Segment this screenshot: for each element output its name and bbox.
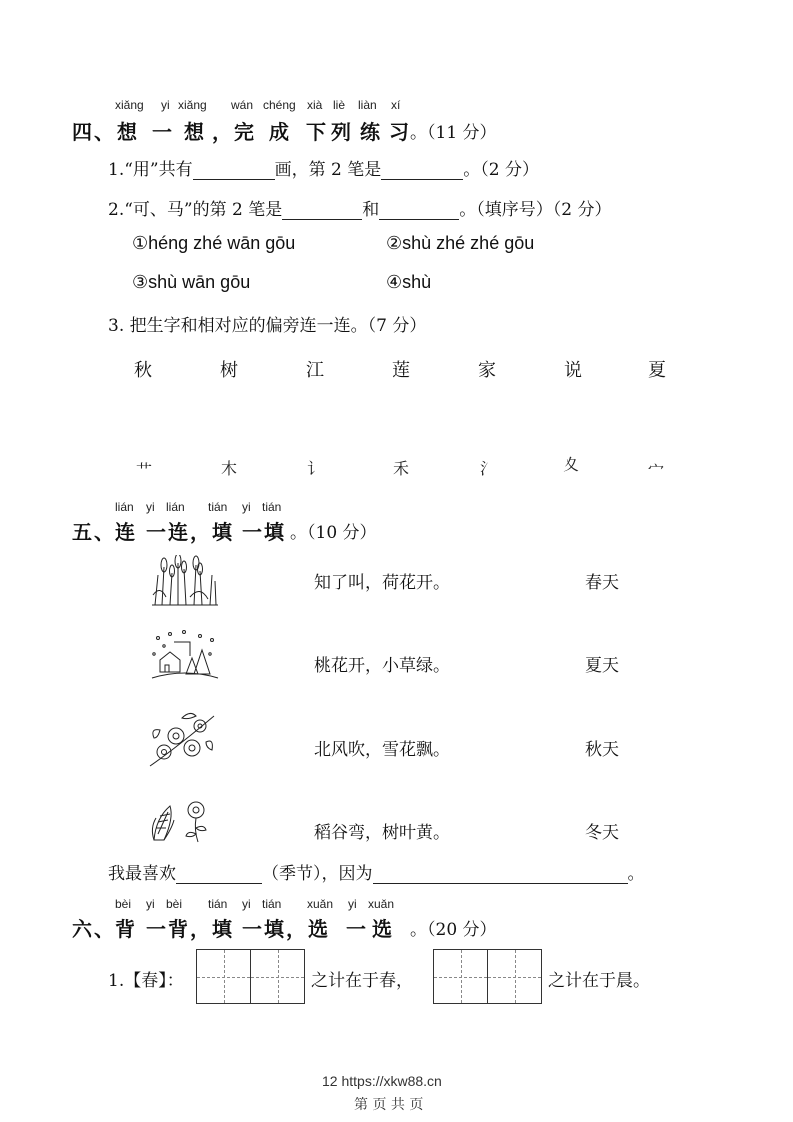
title-char: ，填 [190, 917, 234, 941]
pinyin: tián [208, 897, 228, 911]
season[interactable]: 春天 [585, 573, 619, 593]
pinyin: tián [262, 500, 282, 514]
radical[interactable]: 木 [221, 459, 238, 476]
title-char: 一 [242, 520, 264, 544]
pinyin: xiǎng [115, 98, 144, 112]
page-number: 第 页 共 页 [354, 1097, 424, 1113]
sentence[interactable]: 知了叫，荷花开。 [314, 573, 450, 593]
pinyin: yi [161, 98, 170, 112]
pinyin: xià [307, 98, 323, 112]
sentence[interactable]: 北风吹，雪花飘。 [314, 740, 450, 760]
title-char: 一 [152, 120, 174, 144]
radical[interactable]: 讠 [307, 459, 324, 476]
poem-fragment: 之计在于晨。 [548, 971, 650, 991]
watermark-url: 12 https://xkw88.cn [322, 1073, 442, 1089]
pinyin: yi [348, 897, 357, 911]
title-char: 填 [264, 520, 286, 544]
answer-blank[interactable] [176, 865, 262, 884]
question-3: 3. 把生字和相对应的偏旁连一连。（7 分） [108, 316, 427, 336]
grid-cell[interactable] [488, 950, 541, 1003]
pinyin: lián [166, 500, 185, 514]
wheat-field-icon[interactable] [150, 555, 220, 607]
radical[interactable]: 氵 [480, 459, 497, 476]
title-char: 背 [115, 917, 137, 941]
radical[interactable]: 夊 [563, 455, 580, 474]
title-char: 填 [264, 917, 286, 941]
pinyin: bèi [166, 897, 183, 911]
pinyin: yi [146, 897, 155, 911]
pinyin: tián [208, 500, 228, 514]
section-number: 六、 [72, 917, 116, 941]
section-score: 。（11 分） [410, 123, 497, 143]
title-char: ，完 [212, 120, 256, 144]
title-char: 一 [242, 917, 264, 941]
pinyin: xuǎn [368, 897, 395, 911]
character[interactable]: 夏 [648, 360, 666, 381]
title-char: 想 [184, 120, 206, 144]
title-char: 一 [346, 917, 368, 941]
answer-blank[interactable] [282, 201, 362, 220]
title-char: 成 [269, 120, 291, 144]
poem-fragment: 之计在于春， [311, 971, 413, 991]
title-char: 一 [146, 520, 168, 544]
title-char: 选 [372, 917, 394, 941]
writing-grid[interactable] [433, 949, 542, 1004]
question-label: 1.【春】： [108, 971, 184, 991]
pinyin: xí [391, 98, 401, 112]
title-char: 列 [331, 120, 353, 144]
favorite-season-sentence: 我最喜欢 （季节），因为 。 [108, 864, 645, 884]
question-2: 2.“可、马”的第 2 笔是 和 。（填序号）（2 分） [108, 200, 612, 220]
character[interactable]: 江 [306, 360, 324, 381]
sentence[interactable]: 桃花开，小草绿。 [314, 656, 450, 676]
title-char: 连 [115, 520, 137, 544]
answer-blank[interactable] [373, 865, 628, 884]
radicals-row [0, 452, 793, 476]
character[interactable]: 秋 [134, 360, 152, 381]
section-score: 。（20 分） [410, 920, 497, 940]
pinyin: wán [231, 98, 254, 112]
pinyin: tián [262, 897, 282, 911]
character[interactable]: 家 [478, 360, 496, 381]
character[interactable]: 树 [220, 360, 238, 381]
sentence[interactable]: 稻谷弯，树叶黄。 [314, 823, 450, 843]
grid-cell[interactable] [434, 950, 488, 1003]
pinyin: bèi [115, 897, 132, 911]
answer-blank[interactable] [379, 201, 459, 220]
title-char: 下 [306, 120, 328, 144]
section-number: 五、 [72, 520, 116, 544]
pinyin: liàn [358, 98, 377, 112]
season[interactable]: 夏天 [585, 656, 619, 676]
flower-branch-icon[interactable] [146, 708, 218, 770]
section-score: 。（10 分） [290, 523, 377, 543]
question-1: 1.“用”共有 画，第 2 笔是 。（2 分） [108, 160, 539, 180]
pinyin: xuǎn [307, 897, 334, 911]
section-number: 四、 [72, 120, 116, 144]
pinyin: chéng [263, 98, 296, 112]
grid-cell[interactable] [197, 950, 251, 1003]
writing-grid[interactable] [196, 949, 305, 1004]
corn-and-flower-icon[interactable] [148, 798, 210, 844]
title-char: 一 [146, 917, 168, 941]
radical[interactable]: 禾 [393, 459, 410, 476]
title-char: 习 [389, 120, 411, 144]
answer-blank[interactable] [193, 161, 275, 180]
season[interactable]: 冬天 [585, 823, 619, 843]
radical[interactable]: 宀 [648, 461, 665, 476]
character[interactable]: 莲 [392, 360, 410, 381]
radical[interactable]: 艹 [136, 461, 153, 476]
pinyin: yi [146, 500, 155, 514]
pinyin: liè [333, 98, 346, 112]
option-3: ③shù wān gōu [132, 272, 251, 292]
title-char: ，选 [286, 917, 330, 941]
title-char: 连 [168, 520, 190, 544]
grid-cell[interactable] [251, 950, 304, 1003]
snowy-village-icon[interactable] [150, 628, 220, 684]
option-2: ②shù zhé zhé gōu [386, 233, 535, 253]
season[interactable]: 秋天 [585, 740, 619, 760]
title-char: 背 [168, 917, 190, 941]
pinyin: yi [242, 500, 251, 514]
title-char: 练 [360, 120, 382, 144]
pinyin: lián [115, 500, 134, 514]
answer-blank[interactable] [381, 161, 463, 180]
pinyin: yi [242, 897, 251, 911]
title-char: ，填 [190, 520, 234, 544]
character[interactable]: 说 [564, 360, 582, 381]
pinyin: xiǎng [178, 98, 207, 112]
title-char: 想 [117, 120, 139, 144]
option-1: ①héng zhé wān gōu [132, 233, 296, 253]
option-4: ④shù [386, 272, 432, 292]
